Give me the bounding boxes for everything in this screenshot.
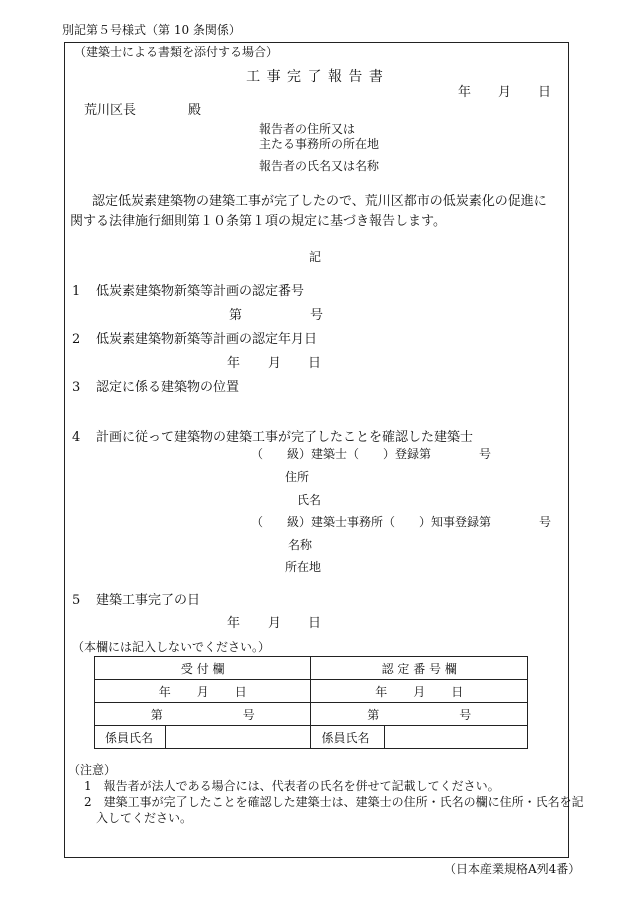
cert-go: 号 xyxy=(459,707,472,722)
note-2-line-2: 入してください。 xyxy=(96,811,193,825)
addressee-name: 荒川区長 xyxy=(84,103,137,118)
item-5-day: 日 xyxy=(308,616,322,631)
item-4-number: 4 xyxy=(72,430,81,445)
cert-date-cell[interactable] xyxy=(311,680,528,703)
cert-month: 月 xyxy=(413,684,426,699)
date-year: 年 xyxy=(458,85,472,100)
item-5-year: 年 xyxy=(227,616,241,631)
reporter-name-label: 報告者の氏名又は名称 xyxy=(259,159,380,173)
body-line-1: 認定低炭素建築物の建築工事が完了したので、荒川区都市の低炭素化の促進に xyxy=(92,194,547,209)
date-month: 月 xyxy=(498,85,512,100)
item-2-number: 2 xyxy=(72,332,81,347)
date-day: 日 xyxy=(538,85,552,100)
office-use-note: （本欄には記入しないでください。） xyxy=(72,640,271,654)
office-use-table xyxy=(94,656,528,749)
reception-date-cell[interactable] xyxy=(95,680,311,703)
cert-number-cell[interactable] xyxy=(311,703,528,726)
ki-heading: 記 xyxy=(309,250,322,264)
reception-go: 号 xyxy=(242,707,255,722)
item-3-number: 3 xyxy=(72,380,81,395)
item-5-label: 建築工事完了の日 xyxy=(96,593,201,608)
page-title: 工 事 完 了 報 告 書 xyxy=(246,69,384,85)
item-3-label: 認定に係る建築物の位置 xyxy=(96,380,240,395)
cert-staff-label: 係員氏名 xyxy=(311,726,385,749)
reception-month: 月 xyxy=(196,684,209,699)
item-5-month: 月 xyxy=(268,616,282,631)
addressee-honorific: 殿 xyxy=(188,103,202,118)
item-2-month: 月 xyxy=(268,356,282,371)
item-5-number: 5 xyxy=(72,593,81,608)
item-2-label: 低炭素建築物新築等計画の認定年月日 xyxy=(96,332,318,347)
item-2-year: 年 xyxy=(227,356,241,371)
reception-year: 年 xyxy=(158,684,171,699)
notes-header: （注意） xyxy=(68,763,117,777)
reception-dai: 第 xyxy=(150,707,163,722)
item-1-dai: 第 xyxy=(229,308,243,323)
paper-size-note: （日本産業規格A列4番） xyxy=(444,862,581,876)
cert-staff-name-cell[interactable] xyxy=(385,726,528,749)
cert-dai: 第 xyxy=(367,707,380,722)
cert-number-header: 認 定 番 号 欄 xyxy=(311,657,528,680)
item-1-label: 低炭素建築物新築等計画の認定番号 xyxy=(96,284,305,299)
note-1: 1 報告者が法人である場合には、代表者の氏名を併せて記載してください。 xyxy=(84,779,500,793)
reception-number-cell[interactable] xyxy=(95,703,311,726)
item-4-office-name: 名称 xyxy=(288,538,313,552)
reception-header: 受 付 欄 xyxy=(95,657,311,680)
reporter-address-label-2: 主たる事務所の所在地 xyxy=(259,137,380,151)
form-id: 別記第５号様式（第 10 条関係） xyxy=(62,23,241,37)
attachment-note: （建築士による書類を添付する場合） xyxy=(74,45,279,59)
reception-staff-name-cell[interactable] xyxy=(165,726,311,749)
item-1-number: 1 xyxy=(72,284,81,299)
item-2-day: 日 xyxy=(308,356,322,371)
cert-day: 日 xyxy=(451,684,464,699)
body-line-2: 関する法律施行細則第１０条第１項の規定に基づき報告します。 xyxy=(70,214,446,229)
item-1-go: 号 xyxy=(310,308,324,323)
item-4-office-line: （ 級）建築士事務所（ ）知事登録第 号 xyxy=(251,515,552,529)
note-2-line-1: 2 建築工事が完了したことを確認した建築士は、建築士の住所・氏名の欄に住所・氏名を記 xyxy=(84,795,584,809)
reception-day: 日 xyxy=(234,684,247,699)
reporter-address-label-1: 報告者の住所又は xyxy=(259,122,356,136)
item-4-address: 住所 xyxy=(285,470,310,484)
item-4-office-location: 所在地 xyxy=(285,560,322,574)
item-4-label: 計画に従って建築物の建築工事が完了したことを確認した建築士 xyxy=(96,430,474,445)
reception-staff-label: 係員氏名 xyxy=(95,726,166,749)
cert-year: 年 xyxy=(375,684,388,699)
item-4-kenchikushi-line: （ 級）建築士（ ）登録第 号 xyxy=(251,447,492,461)
item-4-name: 氏名 xyxy=(297,493,322,507)
